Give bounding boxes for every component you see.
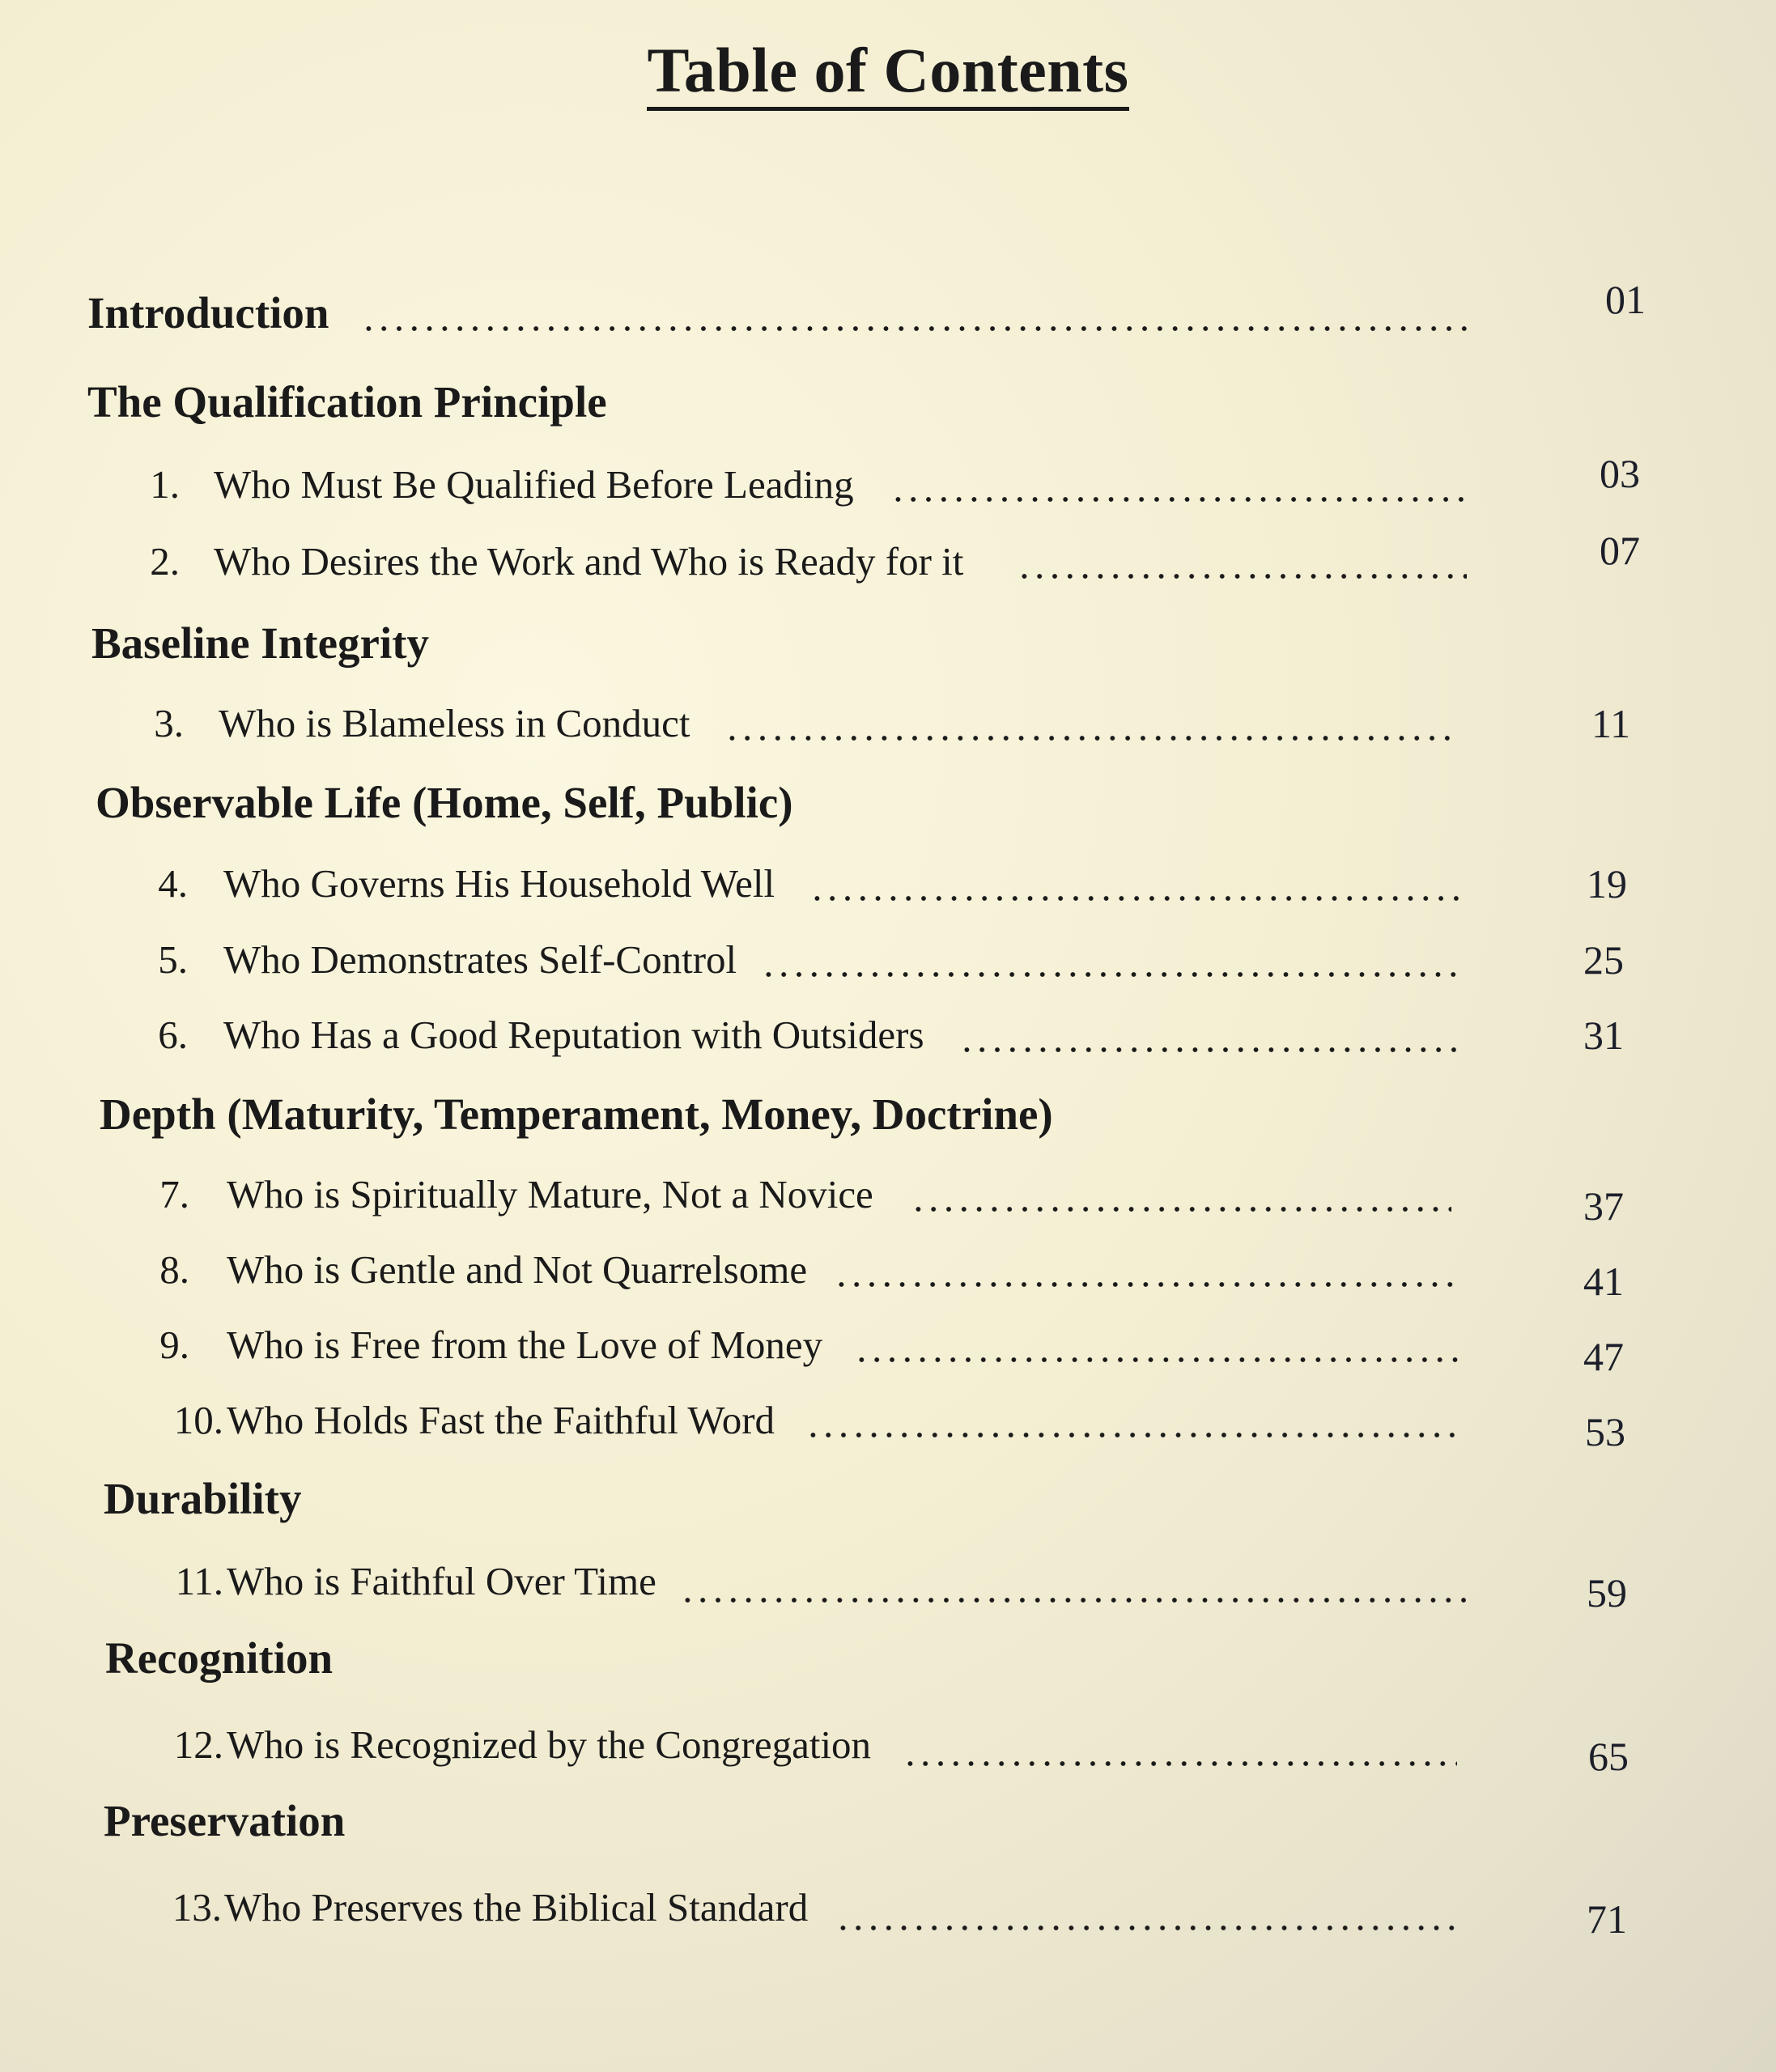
page-title: Table of Contents [647,35,1128,111]
toc-section-heading [0,1795,1776,1868]
entry-text: Who is Gentle and Not Quarrelsome [227,1247,808,1292]
entry-text: Who Desires the Work and Who is Ready for it [214,539,964,584]
page-number: 59 [1587,1570,1627,1616]
section-label: Recognition [105,1633,334,1683]
dot-leader [854,1357,1461,1363]
entry-text: Who Governs His Household Well [223,861,775,906]
entry-text: Who is Faithful Over Time [227,1559,656,1603]
toc-introduction-label: Introduction [87,288,329,338]
dot-leader [1017,573,1467,580]
dot-leader [903,1760,1457,1767]
entry-number: 13. [172,1885,222,1930]
toc-section-heading [0,1089,1776,1161]
section-label: Observable Life (Home, Self, Public) [96,778,793,827]
page-number: 31 [1583,1013,1624,1058]
section-label: Depth (Maturity, Temperament, Money, Doctrine) [100,1089,1053,1139]
page-number: 11 [1591,701,1631,746]
entry-number: 4. [158,861,188,906]
entry-number: 5. [158,937,188,982]
page-number: 03 [1600,451,1640,496]
entry-number: 10. [173,1398,223,1442]
page-number: 07 [1600,528,1640,573]
page-number: 65 [1588,1734,1629,1779]
section-label: The Qualification Principle [87,377,607,427]
toc-section-heading [0,1633,1776,1705]
dot-leader [724,735,1457,741]
entry-text: Who Holds Fast the Faithful Word [227,1398,775,1442]
toc-entry[interactable] [0,1884,1776,1957]
entry-number: 11. [175,1559,223,1603]
toc-section-heading [0,376,1776,449]
toc-entry[interactable] [0,528,1776,611]
dot-leader [834,1281,1461,1288]
toc-entry[interactable] [0,1397,1776,1470]
entry-text: Who is Blameless in Conduct [219,701,690,745]
toc-section-heading [0,618,1776,690]
entry-text: Who is Spiritually Mature, Not a Novice [227,1172,873,1216]
toc-entry[interactable] [0,1012,1776,1085]
page-number: 71 [1587,1896,1627,1942]
dot-leader [809,895,1459,902]
entry-text: Who Preserves the Biblical Standard [224,1885,809,1930]
entry-number: 3. [154,701,184,745]
page-number: 19 [1587,861,1627,906]
dot-leader [911,1206,1451,1212]
toc-entry-introduction[interactable] [0,277,1776,360]
entry-text: Who is Recognized by the Congregation [227,1722,872,1767]
dot-leader [361,325,1467,332]
entry-text: Who Has a Good Reputation with Outsiders [223,1013,924,1057]
toc-entry[interactable] [0,1722,1776,1794]
entry-text: Who Must Be Qualified Before Leading [214,462,854,507]
entry-number: 7. [159,1172,189,1216]
entry-number: 6. [158,1013,188,1057]
dot-leader [680,1597,1469,1603]
page-number: 25 [1583,937,1624,983]
entry-number: 9. [159,1323,189,1367]
section-label: Baseline Integrity [91,618,430,668]
toc-entry[interactable] [0,1171,1776,1244]
toc-entry[interactable] [0,451,1776,534]
page-title-wrap [0,34,1776,107]
entry-number: 1. [150,462,180,507]
toc-entry[interactable] [0,1558,1776,1631]
page-number: 37 [1583,1183,1624,1229]
page-number: 47 [1583,1334,1624,1379]
toc-section-heading [0,777,1776,850]
dot-leader [761,971,1459,978]
dot-leader [959,1047,1461,1053]
toc-entry[interactable] [0,1322,1776,1395]
entry-text: Who is Free from the Love of Money [227,1323,823,1367]
toc-entry[interactable] [0,936,1776,1009]
page-number: 53 [1585,1409,1625,1454]
toc-entry[interactable] [0,860,1776,933]
page-number: 01 [1605,277,1646,322]
toc-entry[interactable] [0,700,1776,773]
dot-leader [835,1925,1457,1931]
section-label: Preservation [104,1796,346,1845]
page-number: 41 [1583,1259,1624,1304]
entry-number: 2. [150,539,180,584]
toc-section-heading [0,1473,1776,1546]
entry-number: 12. [173,1722,223,1767]
entry-text: Who Demonstrates Self-Control [223,937,737,982]
section-label: Durability [104,1474,302,1523]
dot-leader [890,496,1467,503]
dot-leader [805,1432,1459,1438]
toc-entry[interactable] [0,1246,1776,1319]
entry-number: 8. [159,1247,189,1292]
